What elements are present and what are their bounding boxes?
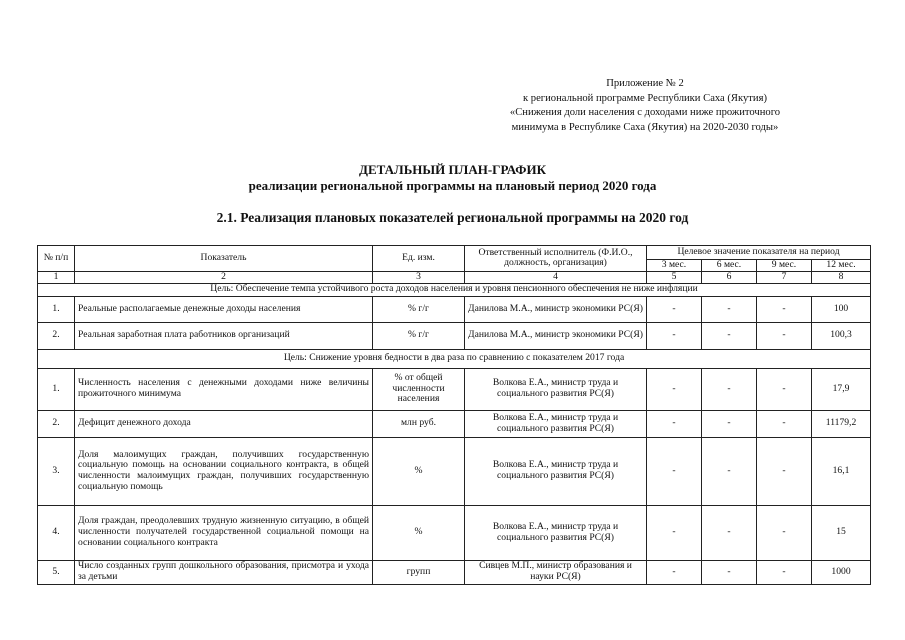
col-number: 5 [647, 271, 702, 283]
table-row [38, 368, 871, 410]
row-9m: - [757, 368, 812, 410]
table-row [38, 560, 871, 584]
section-title: 2.1. Реализация плановых показателей региональной программы на 2020 год [216, 210, 689, 225]
row-indicator: Реальные располагаемые денежные доходы населения [75, 296, 373, 322]
row-indicator: Доля малоимущих граждан, получивших государственную социальную помощь на основании социального контракта, в общей численности малоимущих граждан, получивших государственную социальную помощь [75, 437, 373, 505]
row-6m: - [702, 322, 757, 349]
appendix-line-4: минимума в Республике Саха (Якутия) на 2020-2030 годы» [511, 121, 779, 133]
col-number: 3 [373, 271, 465, 283]
plan-table [37, 245, 871, 585]
row-unit: % г/г [373, 296, 465, 322]
row-3m: - [647, 368, 702, 410]
header-9m: 9 мес. [757, 260, 812, 272]
row-3m: - [647, 560, 702, 584]
row-unit: млн руб. [373, 410, 465, 437]
row-number: 4. [38, 505, 75, 560]
row-3m: - [647, 322, 702, 349]
row-number: 2. [38, 322, 75, 349]
header-num: № п/п [38, 246, 75, 272]
table-row [38, 437, 871, 505]
row-12m: 100,3 [812, 322, 871, 349]
row-3m: - [647, 296, 702, 322]
document-subtitle: реализации региональной программы на плановый период 2020 года [248, 178, 657, 193]
table-row [38, 296, 871, 322]
col-number: 8 [812, 271, 871, 283]
row-number: 1. [38, 368, 75, 410]
row-6m: - [702, 560, 757, 584]
header-indicator: Показатель [75, 246, 373, 272]
row-12m: 11179,2 [812, 410, 871, 437]
row-unit: групп [373, 560, 465, 584]
header-unit: Ед. изм. [373, 246, 465, 272]
row-9m: - [757, 296, 812, 322]
row-unit: % [373, 437, 465, 505]
col-number: 7 [757, 271, 812, 283]
table-row [38, 505, 871, 560]
header-6m: 6 мес. [702, 260, 757, 272]
row-12m: 1000 [812, 560, 871, 584]
row-number: 3. [38, 437, 75, 505]
row-9m: - [757, 322, 812, 349]
row-unit: % от общей численности населения [373, 368, 465, 410]
row-12m: 15 [812, 505, 871, 560]
row-3m: - [647, 505, 702, 560]
row-indicator: Число созданных групп дошкольного образования, присмотра и ухода за детьми [75, 560, 373, 584]
table-row [38, 410, 871, 437]
row-9m: - [757, 560, 812, 584]
row-12m: 16,1 [812, 437, 871, 505]
header-target: Целевое значение показателя на период [647, 246, 871, 260]
row-indicator: Доля граждан, преодолевших трудную жизненную ситуацию, в общей численности получателей государственной социальной помощи на основании социального контракта [75, 505, 373, 560]
row-12m: 100 [812, 296, 871, 322]
row-indicator: Численность населения с денежными доходами ниже величины прожиточного минимума [75, 368, 373, 410]
document-title: ДЕТАЛЬНЫЙ ПЛАН-ГРАФИК [359, 162, 546, 177]
goal-2-heading: Цель: Снижение уровня бедности в два раза по сравнению с показателем 2017 года [38, 349, 871, 368]
appendix-line-2: к региональной программе Республики Саха (Якутия) [523, 92, 767, 104]
row-number: 2. [38, 410, 75, 437]
row-12m: 17,9 [812, 368, 871, 410]
row-6m: - [702, 296, 757, 322]
row-responsible: Волкова Е.А., министр труда и социального развития РС(Я) [465, 410, 647, 437]
row-9m: - [757, 437, 812, 505]
row-responsible: Данилова М.А., министр экономики РС(Я) [465, 296, 647, 322]
col-number: 4 [465, 271, 647, 283]
row-6m: - [702, 410, 757, 437]
row-6m: - [702, 368, 757, 410]
appendix-line-3: «Снижения доли населения с доходами ниже прожиточного [509, 107, 781, 118]
row-responsible: Данилова М.А., министр экономики РС(Я) [465, 322, 647, 349]
row-9m: - [757, 505, 812, 560]
row-3m: - [647, 437, 702, 505]
row-9m: - [757, 410, 812, 437]
goal-1-heading: Цель: Обеспечение темпа устойчивого роста доходов населения и уровня пенсионного обеспечения не ниже инфляции [38, 283, 871, 296]
row-unit: % г/г [373, 322, 465, 349]
row-indicator: Дефицит денежного дохода [75, 410, 373, 437]
appendix-block [455, 77, 835, 135]
appendix-line-1: Приложение № 2 [606, 78, 684, 89]
col-number: 2 [75, 271, 373, 283]
row-responsible: Волкова Е.А., министр труда и социального развития РС(Я) [465, 505, 647, 560]
col-number: 6 [702, 271, 757, 283]
header-3m: 3 мес. [647, 260, 702, 272]
row-6m: - [702, 437, 757, 505]
row-number: 5. [38, 560, 75, 584]
row-indicator: Реальная заработная плата работников организаций [75, 322, 373, 349]
row-6m: - [702, 505, 757, 560]
row-number: 1. [38, 296, 75, 322]
table-row [38, 322, 871, 349]
header-12m: 12 мес. [812, 260, 871, 272]
row-responsible: Волкова Е.А., министр труда и социального развития РС(Я) [465, 368, 647, 410]
row-responsible: Волкова Е.А., министр труда и социального развития РС(Я) [465, 437, 647, 505]
col-number: 1 [38, 271, 75, 283]
row-3m: - [647, 410, 702, 437]
row-responsible: Сивцев М.П., министр образования и науки РС(Я) [465, 560, 647, 584]
header-responsible: Ответственный исполнитель (Ф.И.О., должность, организация) [465, 246, 647, 272]
row-unit: % [373, 505, 465, 560]
